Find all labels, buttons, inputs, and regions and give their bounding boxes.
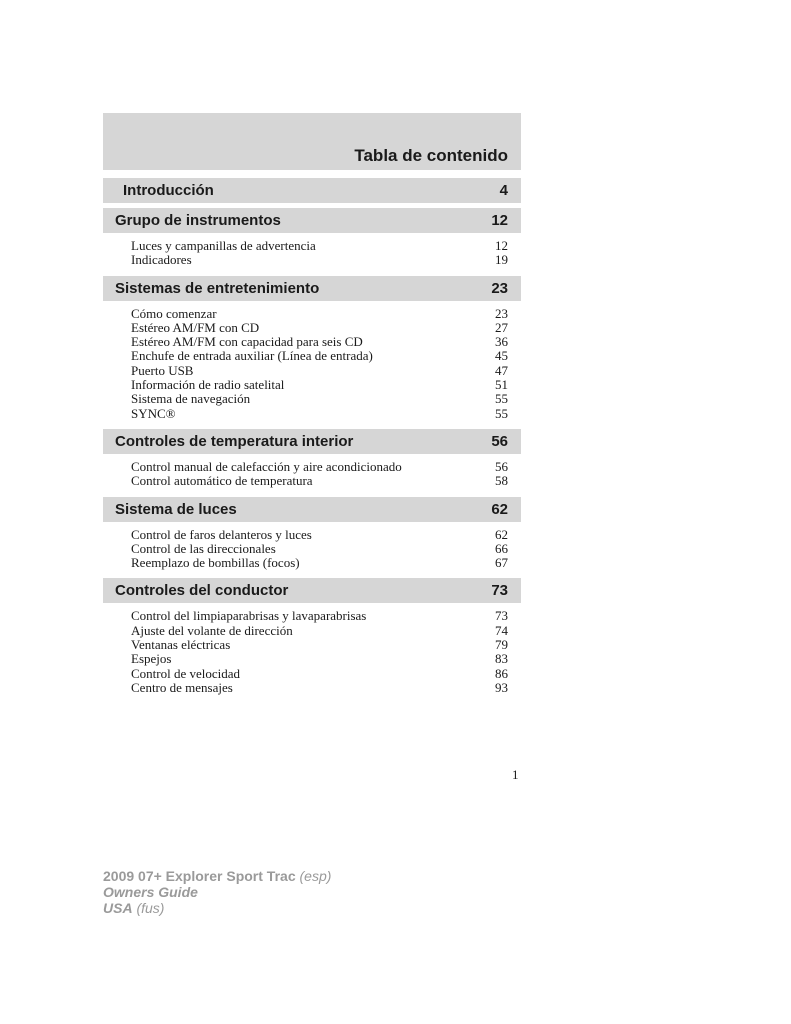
entry-title: Sistema de navegación — [131, 391, 251, 407]
footer-language: (esp) — [299, 868, 332, 884]
section-title: Grupo de instrumentos — [115, 212, 281, 229]
footer-region: USA — [103, 900, 133, 916]
entry-title: Control del limpiaparabrisas y lavaparabrisas — [131, 608, 367, 624]
section-title: Controles de temperatura interior — [115, 432, 354, 450]
toc-entry[interactable] — [131, 253, 508, 267]
section-header[interactable] — [103, 429, 521, 454]
entry-page-number: 36 — [495, 334, 508, 350]
toc-entry[interactable] — [131, 474, 508, 488]
toc-entry[interactable] — [131, 681, 508, 695]
entry-title: SYNC® — [131, 405, 176, 421]
entry-page-number: 74 — [495, 622, 508, 638]
entry-title: Control automático de temperatura — [131, 473, 313, 489]
toc-entry[interactable] — [131, 321, 508, 335]
toc-entry[interactable] — [131, 609, 508, 623]
entry-page-number: 27 — [495, 319, 508, 335]
footer-line-3 — [103, 900, 331, 916]
entry-page-number: 67 — [495, 555, 508, 571]
entry-page-number: 12 — [495, 238, 508, 253]
entry-title: Ajuste del volante de dirección — [131, 622, 293, 638]
footer-line-2: Owners Guide — [103, 884, 198, 900]
toc-entry[interactable] — [131, 378, 508, 392]
toc-entry[interactable] — [131, 667, 508, 681]
entry-page-number: 45 — [495, 348, 508, 364]
entry-title: Control de velocidad — [131, 665, 241, 681]
toc-entry[interactable] — [131, 364, 508, 378]
entry-page-number: 79 — [495, 637, 508, 653]
entry-title: Ventanas eléctricas — [131, 637, 231, 653]
section-entries — [103, 454, 521, 497]
entry-title: Espejos — [131, 651, 172, 667]
entry-page-number: 47 — [495, 362, 508, 378]
page-title: Tabla de contenido — [354, 146, 508, 165]
entry-page-number: 83 — [495, 651, 508, 667]
toc-entry[interactable] — [131, 528, 508, 542]
section-header[interactable] — [103, 578, 521, 603]
entry-page-number: 66 — [495, 540, 508, 556]
page-number: 1 — [512, 767, 519, 782]
section-page-number: 62 — [491, 500, 508, 518]
section-entries — [103, 522, 521, 579]
section-entries — [103, 233, 521, 276]
entry-page-number: 62 — [495, 526, 508, 542]
entry-title: Indicadores — [131, 252, 192, 268]
entry-title: Enchufe de entrada auxiliar (Línea de entrada) — [131, 348, 373, 364]
entry-title: Cómo comenzar — [131, 305, 217, 321]
section-header[interactable] — [103, 497, 521, 522]
toc-entry[interactable] — [131, 407, 508, 421]
entry-page-number: 19 — [495, 252, 508, 268]
section-title: Introducción — [123, 182, 214, 199]
footer-line-1 — [103, 868, 331, 884]
entry-title: Estéreo AM/FM con capacidad para seis CD — [131, 334, 363, 350]
spacer — [103, 170, 521, 178]
entry-page-number: 55 — [495, 405, 508, 421]
toc-entry[interactable] — [131, 392, 508, 406]
section-title: Sistemas de entretenimiento — [115, 279, 320, 297]
footer-region-code: (fus) — [136, 900, 165, 916]
entry-title: Control de las direccionales — [131, 540, 276, 556]
entry-title: Centro de mensajes — [131, 679, 233, 695]
entry-page-number: 93 — [495, 679, 508, 695]
section-entries — [103, 301, 521, 429]
toc-sections — [103, 178, 521, 703]
section-header[interactable] — [103, 208, 521, 233]
entry-page-number: 56 — [495, 458, 508, 474]
section-page-number: 12 — [491, 212, 508, 229]
entry-title: Información de radio satelital — [131, 377, 285, 393]
section-header[interactable] — [103, 178, 521, 203]
entry-page-number: 86 — [495, 665, 508, 681]
entry-title: Control manual de calefacción y aire acondicionado — [131, 458, 402, 474]
section-entries — [103, 603, 521, 703]
entry-title: Control de faros delanteros y luces — [131, 526, 312, 542]
toc-entry[interactable] — [131, 556, 508, 570]
section-title: Sistema de luces — [115, 500, 237, 518]
toc-entry[interactable] — [131, 239, 508, 253]
toc-entry[interactable] — [131, 624, 508, 638]
toc-entry[interactable] — [131, 335, 508, 349]
entry-title: Luces y campanillas de advertencia — [131, 238, 316, 253]
section-page-number: 73 — [491, 582, 508, 600]
entry-title: Reemplazo de bombillas (focos) — [131, 555, 300, 571]
entry-page-number: 55 — [495, 391, 508, 407]
toc-entry[interactable] — [131, 349, 508, 363]
toc-entry[interactable] — [131, 638, 508, 652]
section-page-number: 23 — [491, 279, 508, 297]
title-banner — [103, 113, 521, 170]
entry-page-number: 51 — [495, 377, 508, 393]
section-title: Controles del conductor — [115, 582, 289, 600]
entry-title: Estéreo AM/FM con CD — [131, 319, 260, 335]
section-page-number: 56 — [491, 432, 508, 450]
toc-entry[interactable] — [131, 652, 508, 666]
toc-entry[interactable] — [131, 542, 508, 556]
entry-title: Puerto USB — [131, 362, 194, 378]
entry-page-number: 23 — [495, 305, 508, 321]
table-of-contents — [103, 113, 521, 703]
toc-entry[interactable] — [131, 307, 508, 321]
entry-page-number: 58 — [495, 473, 508, 489]
footer-model: 2009 07+ Explorer Sport Trac — [103, 868, 296, 884]
entry-page-number: 73 — [495, 608, 508, 624]
toc-entry[interactable] — [131, 460, 508, 474]
section-header[interactable] — [103, 276, 521, 301]
document-footer — [103, 868, 331, 916]
section-page-number: 4 — [499, 182, 508, 199]
